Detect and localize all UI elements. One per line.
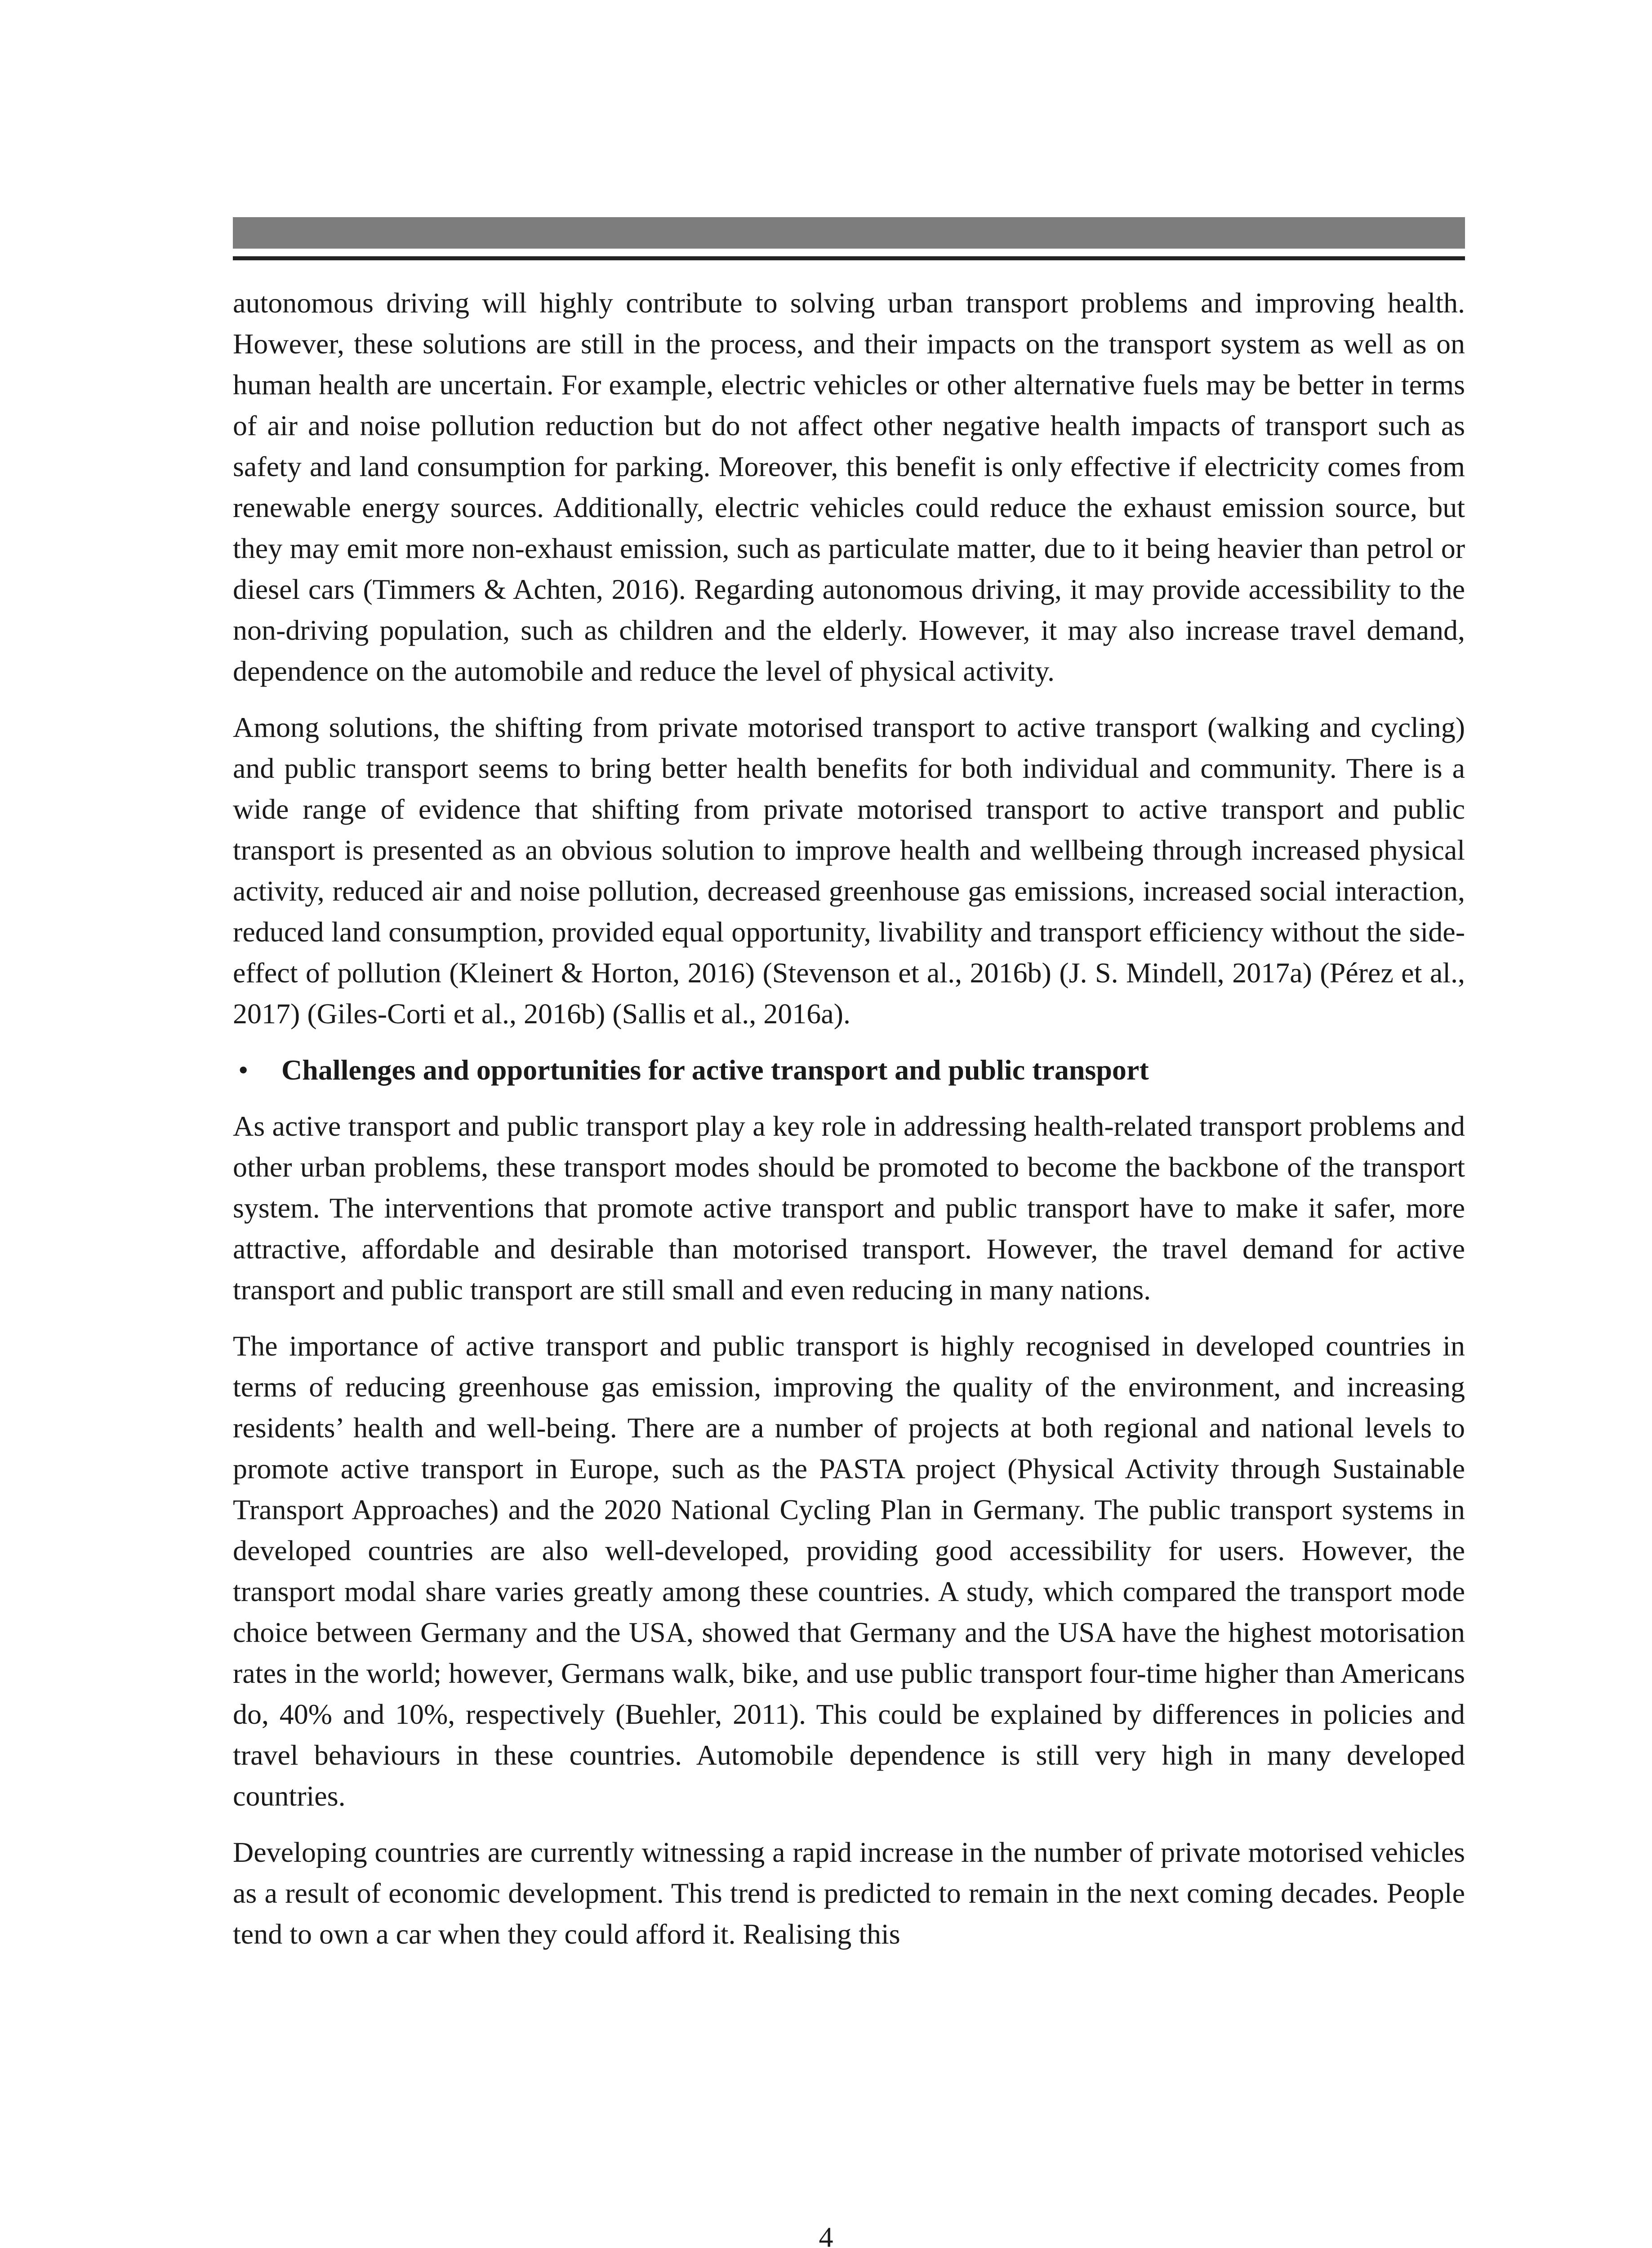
section-heading (233, 1049, 1465, 1090)
header-rule (233, 256, 1465, 260)
paragraph-1: autonomous driving will highly contribute to solving urban transport problems and improving health. However, these solutions are still in the process, and their impacts on the transport system as well as on human health are uncertain. For example, electric vehicles or other alternative fuels may be better in terms of air and noise pollution reduction but do not affect other negative health impacts of transport such as safety and land consumption for parking. Moreover, this benefit is only effective if electricity comes from renewable energy sources. Additionally, electric vehicles could reduce the exhaust emission source, but they may emit more non-exhaust emission, such as particulate matter, due to it being heavier than petrol or diesel cars (Timmers & Achten, 2016). Regarding autonomous driving, it may provide accessibility to the non-driving population, such as children and the elderly. However, it may also increase travel demand, dependence on the automobile and reduce the level of physical activity. (233, 287, 1465, 687)
page-body (233, 282, 1465, 1954)
paragraph-2: Among solutions, the shifting from private motorised transport to active transport (walking and cycling) and public transport seems to bring better health benefits for both individual and community. There is a wide range of evidence that shifting from private motorised transport to active transport and public transport is presented as an obvious solution to improve health and wellbeing through increased physical activity, reduced air and noise pollution, decreased greenhouse gas emissions, increased social interaction, reduced land consumption, provided equal opportunity, livability and transport efficiency without the side-effect of pollution (Kleinert & Horton, 2016) (Stevenson et al., 2016b) (J. S. Mindell, 2017a) (Pérez et al., 2017) (Giles-Corti et al., 2016b) (Sallis et al., 2016a). (233, 711, 1465, 1030)
paragraph-3: As active transport and public transport play a key role in addressing health-related transport problems and other urban problems, these transport modes should be promoted to become the backbone of the transport system. The interventions that promote active transport and public transport have to make it safer, more attractive, affordable and desirable than motorised transport. However, the travel demand for active transport and public transport are still small and even reducing in many nations. (233, 1110, 1465, 1306)
section-heading-text: Challenges and opportunities for active transport and public transport (281, 1054, 1149, 1086)
header-band (233, 217, 1465, 249)
paragraph-4: The importance of active transport and public transport is highly recognised in developed countries in terms of reducing greenhouse gas emission, improving the quality of the environment, and increasing residents’ health and well-being. There are a number of projects at both regional and national levels to promote active transport in Europe, such as the PASTA project (Physical Activity through Sustainable Transport Approaches) and the 2020 National Cycling Plan in Germany. The public transport systems in developed countries are also well-developed, providing good accessibility for users. However, the transport modal share varies greatly among these countries. A study, which compared the transport mode choice between Germany and the USA, showed that Germany and the USA have the highest motorisation rates in the world; however, Germans walk, bike, and use public transport four-time higher than Americans do, 40% and 10%, respectively (Buehler, 2011). This could be explained by differences in policies and travel behaviours in these countries. Automobile dependence is still very high in many developed countries. (233, 1330, 1465, 1812)
paragraph-5: Developing countries are currently witnessing a rapid increase in the number of private motorised vehicles as a result of economic development. This trend is predicted to remain in the next coming decades. People tend to own a car when they could afford it. Realising this (233, 1836, 1465, 1950)
page-number: 4 (819, 2221, 833, 2248)
bullet-icon: • (238, 1054, 249, 1086)
